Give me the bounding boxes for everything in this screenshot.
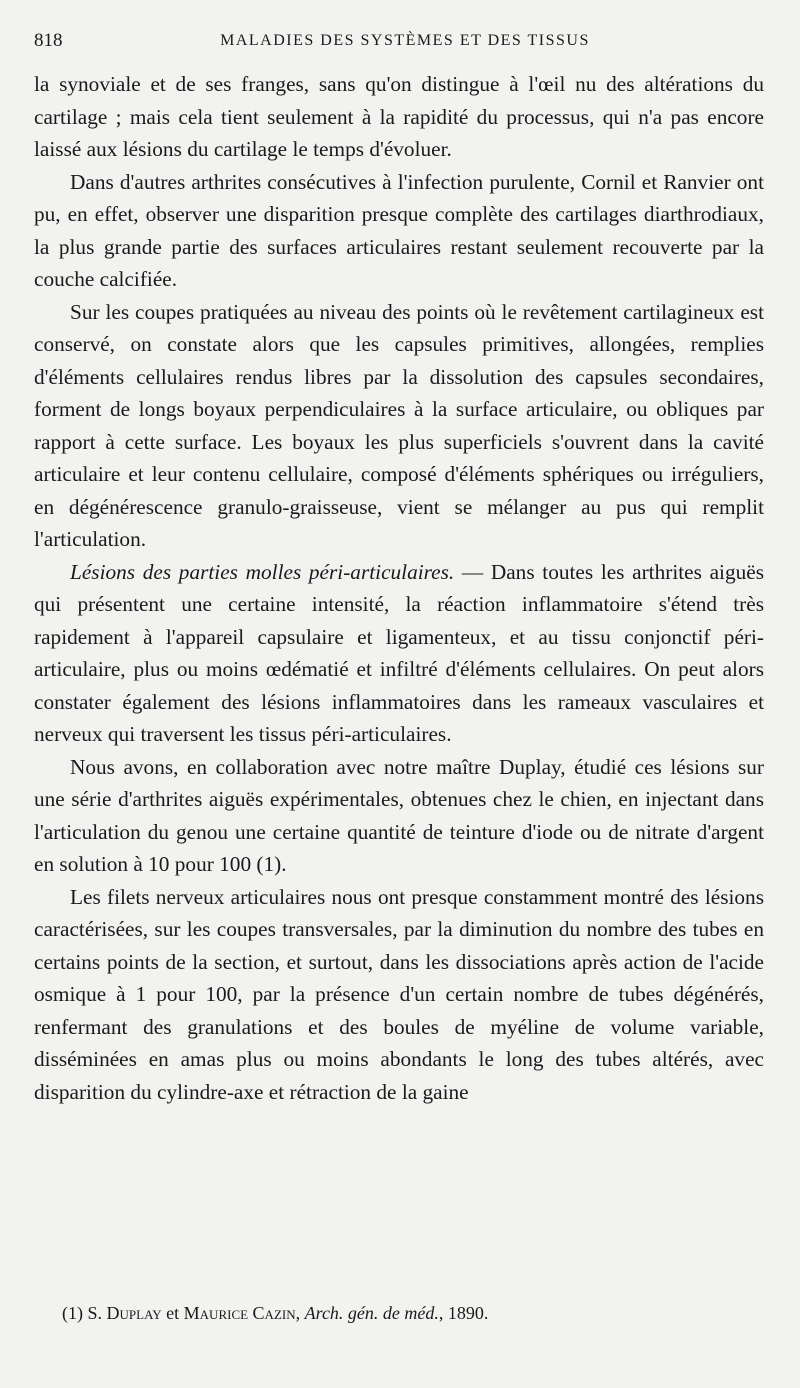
- paragraph: Sur les coupes pratiquées au niveau des points où le revêtement cartilagineux est conservé, on constate alors que les capsules primitives, allongées, remplies d'éléments cellulaires rendus libres par la dissolution des capsules secondaires, forment de longs boyaux perpendiculaires à la surface articulaire, ou obliques par rapport à cette surface. Les boyaux les plus superficiels s'ouvrent dans la cavité articulaire et leur contenu cellulaire, composé d'éléments sphériques ou irréguliers, en dégénérescence granulo-graisseuse, vient se mélanger au pus qui remplit l'articulation.: [34, 299, 764, 551]
- paragraph-text: — Dans toutes les arthrites aiguës qui présentent une certaine intensité, la réaction inflammatoire s'étend très rapidement à l'appareil capsulaire et ligamenteux, et au tissu conjonctif péri-articulaire, plus ou moins œdématié et infiltré d'éléments cellulaires. On peut alors constater également des lésions inflammatoires dans les rameaux vasculaires et nerveux qui traversent les tissus péri-articulaires.: [34, 559, 764, 746]
- body-text: [34, 68, 764, 1108]
- paragraph: [34, 556, 764, 751]
- page-number: 818: [34, 30, 63, 51]
- paragraph: la synoviale et de ses franges, sans qu'on distingue à l'œil nu des altérations du cartilage ; mais cela tient seulement à la rapidité du processus, qui n'a pas encore laissé aux lésions du cartilage le temps d'évoluer.: [34, 72, 764, 161]
- footnote-text: et: [161, 1303, 184, 1323]
- running-title: MALADIES DES SYSTÈMES ET DES TISSUS: [220, 32, 590, 49]
- footnote-author: S. Duplay: [87, 1303, 162, 1323]
- paragraph: Nous avons, en collaboration avec notre maître Duplay, étudié ces lésions sur une série d'arthrites aiguës expérimentales, obtenues chez le chien, en injectant dans l'articulation du genou une certaine quantité de teinture d'iode ou de nitrate d'argent en solution à 10 pour 100 (1).: [34, 754, 764, 876]
- footnote-marker: (1): [62, 1303, 83, 1323]
- section-heading: Lésions des parties molles péri-articulaires.: [70, 559, 455, 584]
- footnote-author: Maurice Cazin: [183, 1303, 296, 1323]
- paragraph: Les filets nerveux articulaires nous ont presque constamment montré des lésions caractérisées, sur les coupes transversales, par la diminution du nombre des tubes en certains points de la section, et surtout, dans les dissociations après action de l'acide osmique à 1 pour 100, par la présence d'un certain nombre de tubes dégénérés, renfermant des granulations et des boules de myéline de volume variable, disséminées en amas plus ou moins abondants le long des tubes altérés, avec disparition du cylindre-axe et rétraction de la gaine: [34, 884, 764, 1104]
- footnote: [34, 1300, 792, 1326]
- footnote-text: ,: [295, 1303, 305, 1323]
- page-header: [34, 30, 766, 60]
- footnote-year: , 1890.: [438, 1303, 489, 1323]
- footnote-journal: Arch. gén. de méd.: [304, 1303, 439, 1323]
- paragraph: Dans d'autres arthrites consécutives à l'infection purulente, Cornil et Ranvier ont pu, en effet, observer une disparition presque complète des cartilages diarthrodiaux, la plus grande partie des surfaces articulaires restant seulement recouverte par la couche calcifiée.: [34, 169, 764, 291]
